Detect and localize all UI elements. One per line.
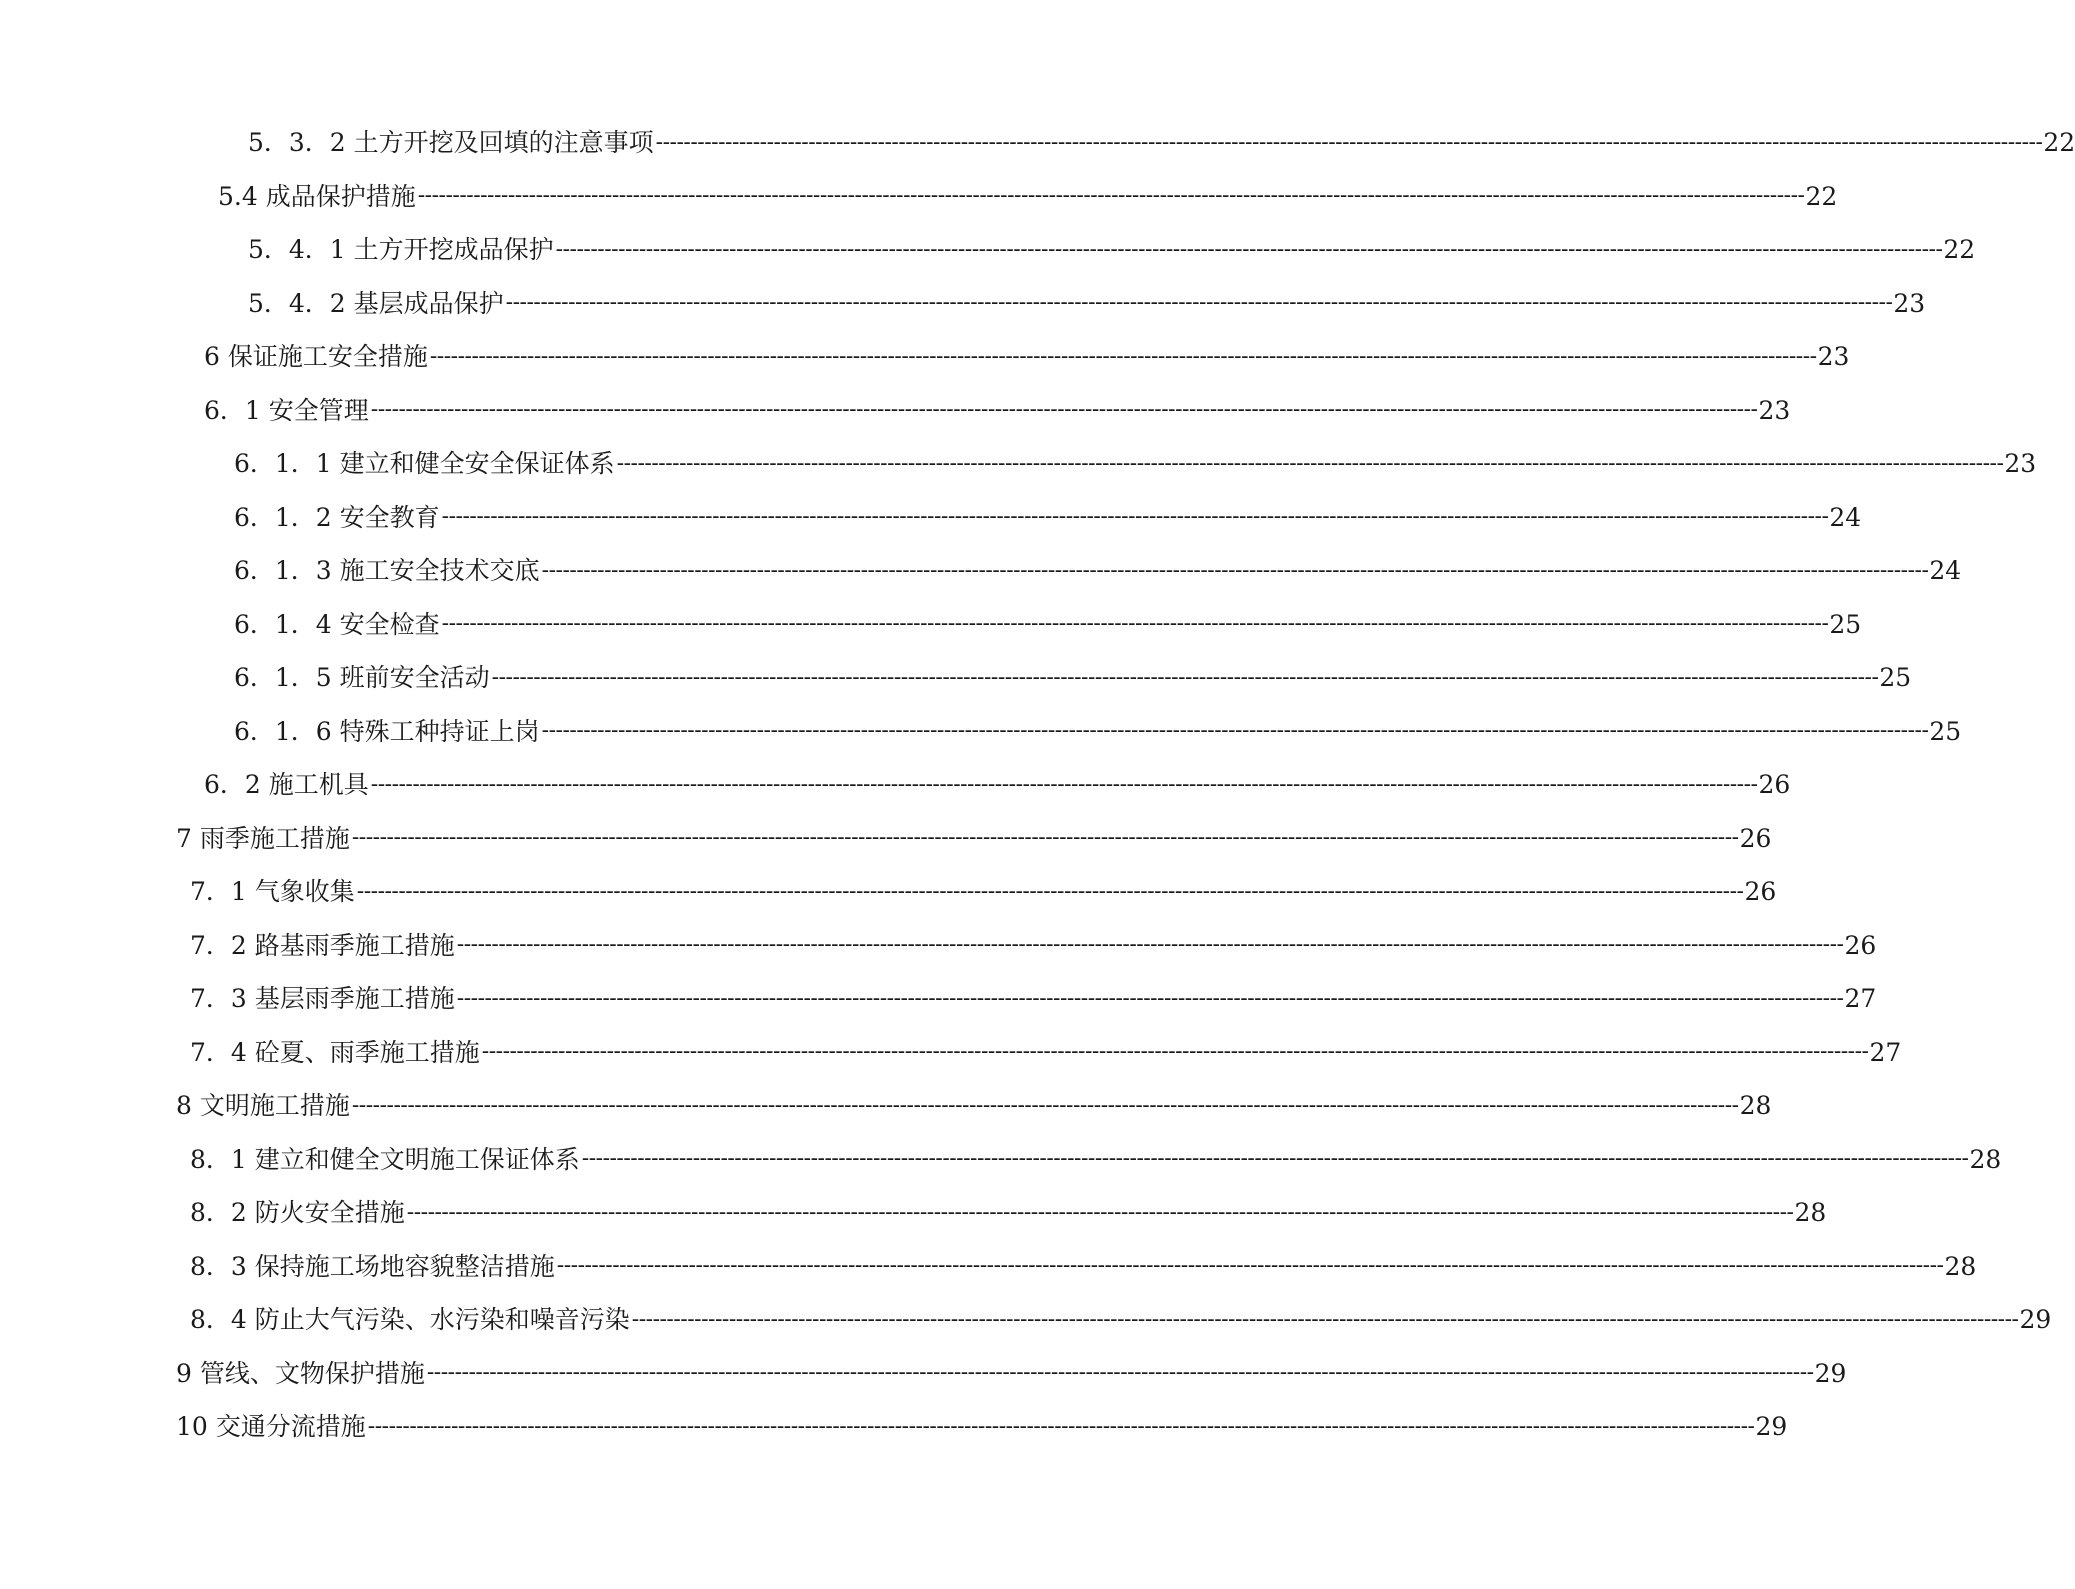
- toc-entry[interactable]: [0, 1347, 1847, 1401]
- toc-dot-leader: --------------------------------------------------------------------------------------------------------------------------------------------------------------------------------------------------------: [456, 932, 1844, 958]
- toc-entry-page-number: 22: [1805, 181, 1838, 211]
- toc-entry[interactable]: [0, 384, 1791, 438]
- toc-dot-leader: --------------------------------------------------------------------------------------------------------------------------------------------------------------------------------------------------------: [406, 1199, 1794, 1225]
- toc-entry[interactable]: [0, 598, 1862, 652]
- toc-dot-leader: --------------------------------------------------------------------------------------------------------------------------------------------------------------------------------------------------------: [581, 1146, 1969, 1172]
- toc-entry-page-number: 23: [2004, 449, 2037, 479]
- toc-dot-leader: --------------------------------------------------------------------------------------------------------------------------------------------------------------------------------------------------------: [351, 825, 1739, 851]
- toc-entry[interactable]: [0, 1400, 1788, 1454]
- toc-entry-title: 5.4 成品保护措施: [218, 181, 416, 211]
- toc-entry-title: 5．4．2 基层成品保护: [248, 288, 504, 318]
- toc-entry-title: 6 保证施工安全措施: [204, 342, 428, 372]
- toc-entry[interactable]: [0, 491, 1862, 545]
- toc-entry-title: 7．3 基层雨季施工措施: [190, 984, 455, 1014]
- toc-entry-title: 8．2 防火安全措施: [190, 1198, 405, 1228]
- toc-entry[interactable]: [0, 544, 1962, 598]
- toc-entry-title: 5．4．1 土方开挖成品保护: [248, 235, 554, 265]
- toc-entry-page-number: 29: [2019, 1305, 2052, 1335]
- table-of-contents: [0, 116, 2075, 1454]
- toc-entry-title: 8．3 保持施工场地容貌整洁措施: [190, 1251, 555, 1281]
- toc-entry-page-number: 25: [1829, 609, 1862, 639]
- toc-entry-page-number: 23: [1758, 395, 1791, 425]
- toc-entry[interactable]: [0, 651, 1912, 705]
- toc-entry-page-number: 26: [1744, 877, 1777, 907]
- toc-entry-page-number: 27: [1844, 984, 1877, 1014]
- toc-dot-leader: --------------------------------------------------------------------------------------------------------------------------------------------------------------------------------------------------------: [441, 611, 1829, 637]
- toc-dot-leader: --------------------------------------------------------------------------------------------------------------------------------------------------------------------------------------------------------: [655, 129, 2043, 155]
- toc-dot-leader: --------------------------------------------------------------------------------------------------------------------------------------------------------------------------------------------------------: [616, 450, 2004, 476]
- toc-entry-title: 6．1．1 建立和健全安全保证体系: [234, 449, 615, 479]
- toc-entry-page-number: 25: [1879, 663, 1912, 693]
- toc-entry-title: 10 交通分流措施: [176, 1412, 366, 1442]
- toc-entry-title: 8．1 建立和健全文明施工保证体系: [190, 1144, 580, 1174]
- toc-dot-leader: --------------------------------------------------------------------------------------------------------------------------------------------------------------------------------------------------------: [631, 1306, 2019, 1332]
- toc-dot-leader: --------------------------------------------------------------------------------------------------------------------------------------------------------------------------------------------------------: [370, 397, 1758, 423]
- toc-dot-leader: --------------------------------------------------------------------------------------------------------------------------------------------------------------------------------------------------------: [481, 1039, 1869, 1065]
- toc-entry-title: 7 雨季施工措施: [176, 823, 350, 853]
- toc-entry[interactable]: [0, 1240, 1977, 1294]
- toc-dot-leader: --------------------------------------------------------------------------------------------------------------------------------------------------------------------------------------------------------: [426, 1360, 1814, 1386]
- toc-entry[interactable]: [0, 705, 1962, 759]
- toc-dot-leader: --------------------------------------------------------------------------------------------------------------------------------------------------------------------------------------------------------: [505, 290, 1893, 316]
- toc-entry-page-number: 28: [1739, 1091, 1772, 1121]
- toc-entry-title: 6．1．6 特殊工种持证上岗: [234, 716, 540, 746]
- toc-entry[interactable]: [0, 170, 1838, 224]
- toc-entry[interactable]: [0, 865, 1777, 919]
- toc-entry-page-number: 29: [1814, 1358, 1847, 1388]
- toc-entry-page-number: 29: [1755, 1412, 1788, 1442]
- toc-dot-leader: --------------------------------------------------------------------------------------------------------------------------------------------------------------------------------------------------------: [351, 1092, 1739, 1118]
- toc-entry-title: 8．4 防止大气污染、水污染和噪音污染: [190, 1305, 630, 1335]
- toc-entry-page-number: 28: [1794, 1198, 1827, 1228]
- toc-entry-page-number: 28: [1944, 1251, 1977, 1281]
- toc-entry[interactable]: [0, 919, 1877, 973]
- toc-entry-title: 7．2 路基雨季施工措施: [190, 930, 455, 960]
- toc-entry-page-number: 28: [1969, 1144, 2002, 1174]
- toc-entry-page-number: 27: [1869, 1037, 1902, 1067]
- toc-entry[interactable]: [0, 1186, 1827, 1240]
- toc-entry-title: 6．2 施工机具: [204, 770, 369, 800]
- toc-entry[interactable]: [0, 1133, 2002, 1187]
- toc-entry-page-number: 26: [1758, 770, 1791, 800]
- toc-dot-leader: --------------------------------------------------------------------------------------------------------------------------------------------------------------------------------------------------------: [556, 1253, 1944, 1279]
- toc-entry-title: 6．1 安全管理: [204, 395, 369, 425]
- toc-entry[interactable]: [0, 330, 1850, 384]
- toc-dot-leader: --------------------------------------------------------------------------------------------------------------------------------------------------------------------------------------------------------: [441, 504, 1829, 530]
- toc-entry[interactable]: [0, 1079, 1772, 1133]
- toc-entry[interactable]: [0, 116, 2075, 170]
- toc-entry-title: 7．1 气象收集: [190, 877, 355, 907]
- toc-entry-page-number: 23: [1893, 288, 1926, 318]
- toc-dot-leader: --------------------------------------------------------------------------------------------------------------------------------------------------------------------------------------------------------: [429, 343, 1817, 369]
- toc-entry[interactable]: [0, 1293, 2052, 1347]
- toc-entry-title: 6．1．2 安全教育: [234, 502, 440, 532]
- toc-entry-title: 9 管线、文物保护措施: [176, 1358, 425, 1388]
- toc-entry[interactable]: [0, 277, 1926, 331]
- toc-entry-title: 6．1．4 安全检查: [234, 609, 440, 639]
- toc-entry-title: 6．1．3 施工安全技术交底: [234, 556, 540, 586]
- toc-dot-leader: --------------------------------------------------------------------------------------------------------------------------------------------------------------------------------------------------------: [491, 664, 1879, 690]
- toc-dot-leader: --------------------------------------------------------------------------------------------------------------------------------------------------------------------------------------------------------: [356, 878, 1744, 904]
- toc-entry[interactable]: [0, 223, 1976, 277]
- toc-entry[interactable]: [0, 812, 1772, 866]
- toc-entry-title: 6．1．5 班前安全活动: [234, 663, 490, 693]
- toc-dot-leader: --------------------------------------------------------------------------------------------------------------------------------------------------------------------------------------------------------: [555, 236, 1943, 262]
- toc-dot-leader: --------------------------------------------------------------------------------------------------------------------------------------------------------------------------------------------------------: [541, 718, 1929, 744]
- toc-entry-page-number: 24: [1929, 556, 1962, 586]
- toc-entry-page-number: 25: [1929, 716, 1962, 746]
- toc-entry-title: 5．3．2 土方开挖及回填的注意事项: [248, 128, 654, 158]
- toc-entry[interactable]: [0, 437, 2037, 491]
- toc-entry-page-number: 26: [1844, 930, 1877, 960]
- toc-entry[interactable]: [0, 758, 1791, 812]
- toc-entry-title: 8 文明施工措施: [176, 1091, 350, 1121]
- toc-entry-page-number: 22: [2043, 128, 2075, 158]
- toc-entry[interactable]: [0, 1026, 1902, 1080]
- toc-entry-page-number: 22: [1943, 235, 1976, 265]
- toc-dot-leader: --------------------------------------------------------------------------------------------------------------------------------------------------------------------------------------------------------: [456, 985, 1844, 1011]
- toc-dot-leader: --------------------------------------------------------------------------------------------------------------------------------------------------------------------------------------------------------: [541, 557, 1929, 583]
- toc-dot-leader: --------------------------------------------------------------------------------------------------------------------------------------------------------------------------------------------------------: [370, 771, 1758, 797]
- toc-entry-page-number: 26: [1739, 823, 1772, 853]
- toc-entry[interactable]: [0, 972, 1877, 1026]
- toc-dot-leader: --------------------------------------------------------------------------------------------------------------------------------------------------------------------------------------------------------: [367, 1413, 1755, 1439]
- toc-entry-title: 7．4 砼夏、雨季施工措施: [190, 1037, 480, 1067]
- toc-entry-page-number: 23: [1817, 342, 1850, 372]
- toc-entry-page-number: 24: [1829, 502, 1862, 532]
- toc-dot-leader: --------------------------------------------------------------------------------------------------------------------------------------------------------------------------------------------------------: [417, 183, 1805, 209]
